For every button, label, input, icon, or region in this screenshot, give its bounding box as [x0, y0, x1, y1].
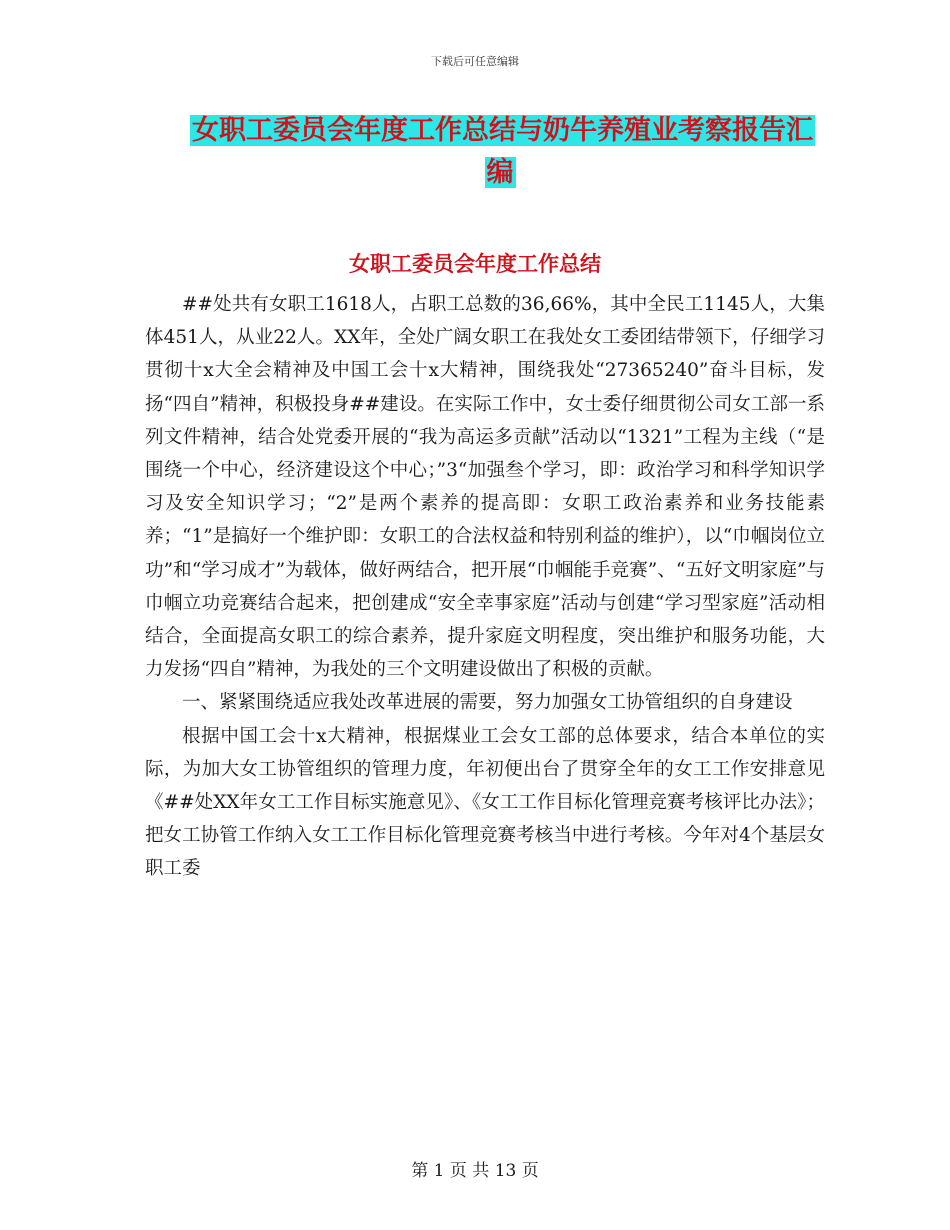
document-title [190, 110, 813, 194]
paragraph-detail: 根据中国工会十x大精神，根据煤业工会女工部的总体要求，结合本单位的实际，为加大女工协管组织的管理力度，年初便出台了贯穿全年的女工工作安排意见《##处XX年女工工作目标实施意见》、《女工工作目标化管理竞赛考核评比办法》；把女工协管工作纳入女工工作目标化管理竞赛考核当中进行考核。今年对4个基层女职工委 [145, 725, 825, 880]
document-title-line-1 [190, 110, 813, 152]
section-title: 女职工委员会年度工作总结 [349, 252, 601, 276]
document-title-line-2 [190, 152, 810, 194]
header-note: 下载后可任意编辑 [431, 55, 519, 68]
document-title-line-2-text: 编 [486, 157, 514, 188]
document-title-line-1-text: 女职工委员会年度工作总结与奶牛养殖业考察报告汇 [192, 115, 813, 146]
paragraph-intro: ##处共有女职工1618人，占职工总数的36,66%，其中全民工1145人，大集体451人，从业22人。XX年，全处广阔女职工在我处女工委团结带领下，仔细学习贯彻十x大全会精神及中国工会十x大精神，围绕我处“27365240”奋斗目标，发扬“四自”精神，积极投身##建设。在实际工作中，女士委仔细贯彻公司女工部一系列文件精神，结合处党委开展的“我为高运多贡献”活动以“1321”工程为主线（“是围绕一个中心，经济建设这个中心；”3“加强叁个学习，即：政治学习和科学知识学习及安全知识学习；“2”是两个素养的提高即：女职工政治素养和业务技能素养；“1”是搞好一个维护即：女职工的合法权益和特别利益的维护），以“巾帼岗位立功”和“学习成才”为载体，做好两结合，把开展“巾帼能手竞赛”、“五好文明家庭”与巾帼立功竞赛结合起来，把创建成“安全幸事家庭”活动与创建“学习型家庭”活动相结合，全面提高女职工的综合素养，提升家庭文明程度，突出维护和服务功能，大力发扬“四自”精神，为我处的三个文明建设做出了积极的贡献。 [145, 294, 825, 681]
body-text [145, 288, 825, 886]
paragraph-heading-one: 一、紧紧围绕适应我处改革进展的需要，努力加强女工协管组织的自身建设 [182, 692, 793, 714]
page-footer: 第 1 页 共 13 页 [411, 1161, 539, 1181]
